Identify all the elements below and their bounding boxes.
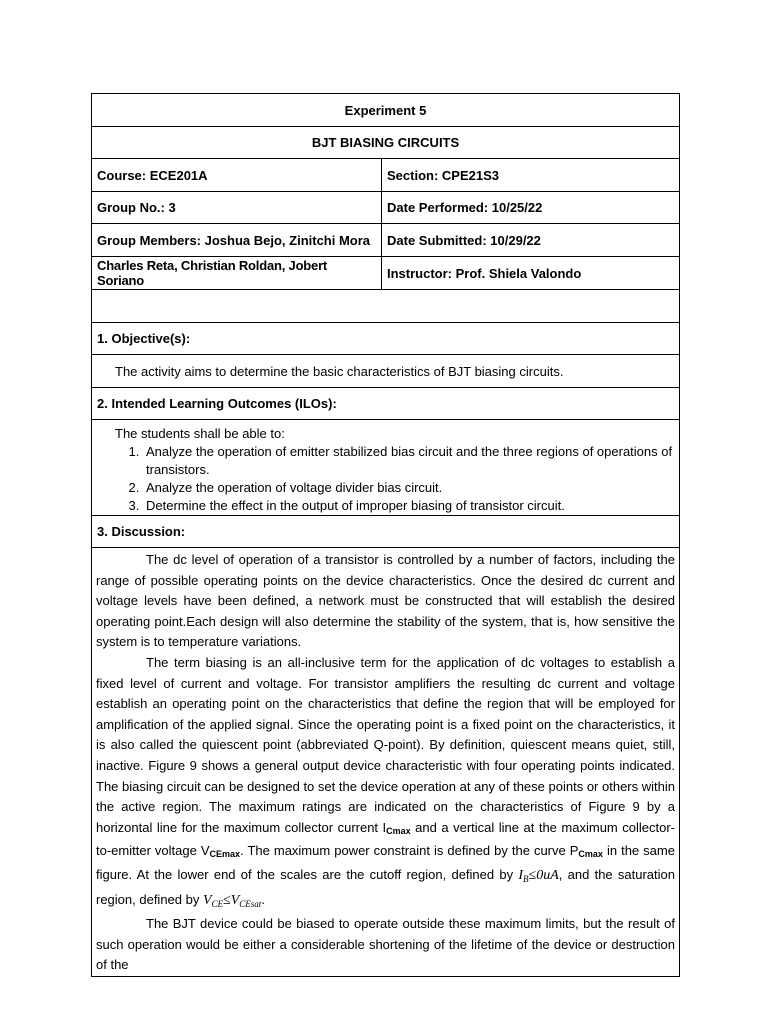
blank-row xyxy=(92,290,680,323)
ilo-list xyxy=(115,443,674,515)
course-field: Course: ECE201A xyxy=(92,159,382,192)
cutoff-equation: $I_B\le 0uA$ xyxy=(518,867,559,884)
group-members-field: Group Members: Joshua Bejo, Zinitchi Mora xyxy=(92,224,382,257)
ilo-item: 2. Analyze the operation of voltage divider bias circuit. xyxy=(143,479,674,497)
discussion-heading: 3. Discussion: xyxy=(92,516,680,548)
objective-heading: 1. Objective(s): xyxy=(92,323,680,355)
discussion-content xyxy=(92,548,680,977)
experiment-title: BJT BIASING CIRCUITS xyxy=(92,127,680,159)
discussion-paragraph-2: The term biasing is an all-inclusive term for the application of dc voltages to establish a fixed level of current and voltage. For transistor amplifiers the resulting dc current and voltage establish an operating point on the characteristics that define the region that will be employed for amplification of the applied signal. Since the operating point is a fixed point on the characteristics, it is also called the quiescent point (abbreviated Q-point). By definition, quiescent means quiet, still, inactive. Figure 9 shows a general output device characteristic with four operating points indicated. The biasing circuit can be designed to set the device operation at any of these points or others within the active region. The maximum ratings are indicated on the characteristics of Figure 9 by a horizontal line for the maximum collector current $I_{Cmax}$ and a vertical line at the maximum collector-to-emitter voltage $V_{CEmax}$. The maximum power constraint is defined by the curve $P_{Cmax}$ in the same figure. At the lower end of the scales are the cutoff region, defined by $I_B\le 0uA$, and the saturation region, defined by $V_{CE}\le V_{CEsat}$. xyxy=(96,654,675,909)
experiment-number: Experiment 5 xyxy=(92,94,680,127)
ilo-item: 1. Analyze the operation of emitter stabilized bias circuit and the three regions of operations of transistors. xyxy=(143,443,674,479)
section-field: Section: CPE21S3 xyxy=(382,159,680,192)
ilo-intro: The students shall be able to: xyxy=(115,426,285,441)
group-members-continued: Charles Reta, Christian Roldan, Jobert Soriano xyxy=(92,257,382,290)
ilo-heading: 2. Intended Learning Outcomes (ILOs): xyxy=(92,388,680,420)
ilo-item: 3. Determine the effect in the output of improper biasing of transistor circuit. xyxy=(143,497,674,515)
experiment-sheet xyxy=(91,93,679,977)
instructor-field: Instructor: Prof. Shiela Valondo xyxy=(382,257,680,290)
ilo-content xyxy=(92,420,680,516)
discussion-paragraph-3: The BJT device could be biased to operate outside these maximum limits, but the result of such operation would be either a considerable shortening of the lifetime of the device or destruction of the xyxy=(96,916,675,973)
saturation-equation: $V_{CE}\le V_{CEsat}$ xyxy=(202,892,262,909)
objective-text: The activity aims to determine the basic characteristics of BJT biasing circuits. xyxy=(92,355,680,388)
date-performed-field: Date Performed: 10/25/22 xyxy=(382,192,680,224)
date-submitted-field: Date Submitted: 10/29/22 xyxy=(382,224,680,257)
discussion-paragraph-1: The dc level of operation of a transistor is controlled by a number of factors, including the range of possible operating points on the device characteristics. Once the desired dc current and voltage levels have been defined, a network must be constructed that will establish the desired operating point.Each design will also determine the stability of the system, that is, how sensitive the system is to temperature variations. xyxy=(96,552,675,650)
group-number-field: Group No.: 3 xyxy=(92,192,382,224)
experiment-table xyxy=(91,93,680,977)
